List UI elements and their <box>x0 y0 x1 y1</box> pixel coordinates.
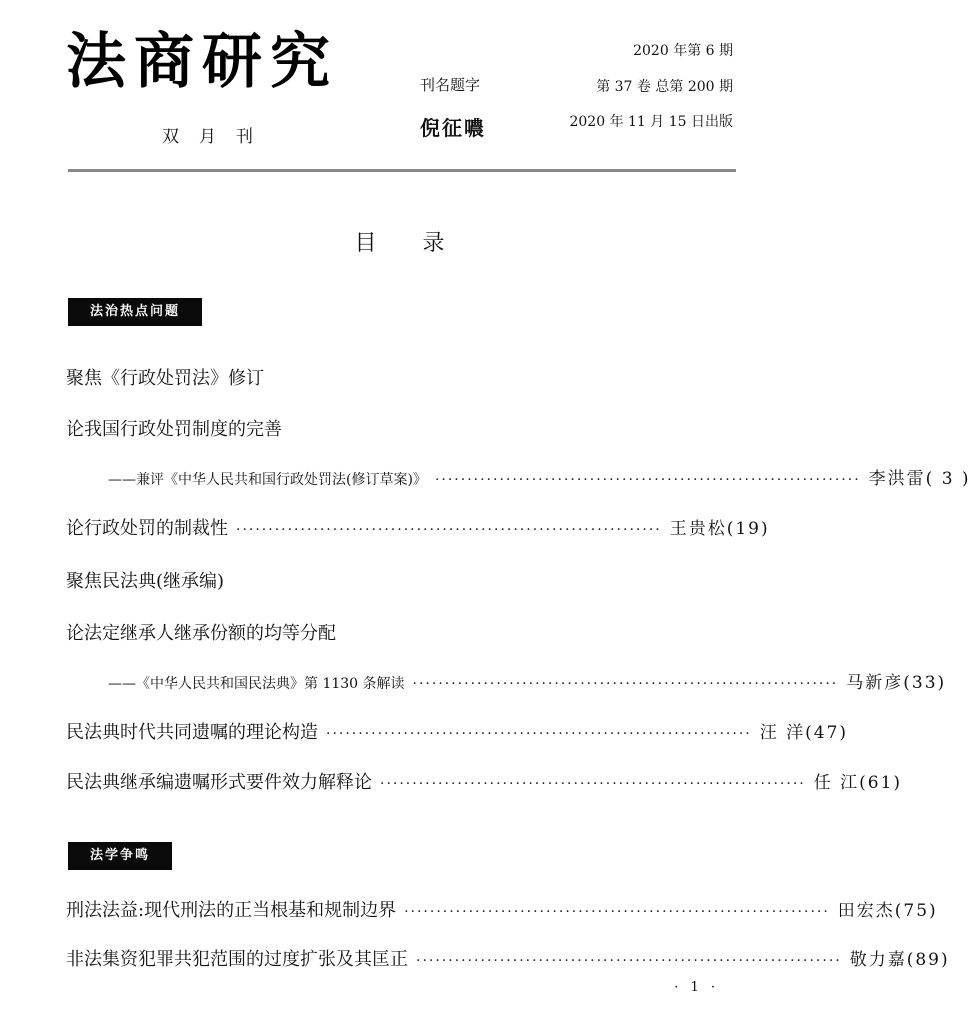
toc-entry-author: 马新彦(33) <box>846 673 947 693</box>
toc-entry-title: 非法集资犯罪共犯范围的过度扩张及其匡正 <box>66 949 408 970</box>
toc-entry[interactable] <box>108 671 947 696</box>
toc-entry-author: 李洪雷( 3 ) <box>868 469 971 489</box>
toc-entry-author: 王贵松(19) <box>669 519 770 539</box>
toc-entry-title: 民法典继承编遗嘱形式要件效力解释论 <box>66 772 372 793</box>
focus-heading-civil-code: 聚焦民法典(继承编) <box>66 571 225 592</box>
toc-entry-subtitle: ——兼评《中华人民共和国行政处罚法(修订草案)》 <box>108 472 427 488</box>
toc-entry-author: 敬力嘉(89) <box>849 950 950 970</box>
leader-dots: ·································································· <box>326 726 752 742</box>
toc-entry[interactable] <box>66 771 903 796</box>
section-tag-hot-topics: 法治热点问题 <box>68 298 202 326</box>
header-divider <box>68 169 736 172</box>
publication-date: 2020 年 11 月 15 日出版 <box>569 114 733 130</box>
toc-entry[interactable] <box>66 948 950 973</box>
toc-entry[interactable] <box>66 899 938 924</box>
journal-frequency: 双月刊 <box>162 127 273 147</box>
leader-dots: ·································································· <box>404 904 830 920</box>
toc-entry-author: 田宏杰(75) <box>837 901 938 921</box>
toc-title: 目录 <box>354 231 491 256</box>
toc-entry-title: 刑法法益:现代刑法的正当根基和规制边界 <box>66 900 397 921</box>
journal-title: 法商研究 <box>66 27 338 97</box>
toc-entry[interactable] <box>66 517 770 542</box>
issue-number: 2020 年第 6 期 <box>633 43 733 59</box>
toc-entry-title[interactable]: 论法定继承人继承份额的均等分配 <box>66 623 336 644</box>
toc-entry-author: 任 江(61) <box>813 773 903 793</box>
section-tag-debate: 法学争鸣 <box>68 842 172 870</box>
volume-number: 第 37 卷 总第 200 期 <box>596 79 733 95</box>
toc-entry-title: 民法典时代共同遗嘱的理论构造 <box>66 722 318 743</box>
page-number: · 1 · <box>674 980 719 995</box>
focus-heading-admin-penalty: 聚焦《行政处罚法》修订 <box>66 368 264 389</box>
leader-dots: ·································································· <box>412 676 839 692</box>
toc-entry-title: 论行政处罚的制裁性 <box>66 518 228 539</box>
toc-entry[interactable] <box>66 721 849 746</box>
toc-entry-title[interactable]: 论我国行政处罚制度的完善 <box>66 419 282 440</box>
leader-dots: ·································································· <box>434 472 861 488</box>
toc-entry-subtitle: ——《中华人民共和国民法典》第 1130 条解读 <box>108 676 405 692</box>
toc-entry-author: 汪 洋(47) <box>759 723 849 743</box>
title-calligraphy-caption: 刊名题字 <box>420 76 481 94</box>
leader-dots: ·································································· <box>236 522 662 538</box>
toc-entry[interactable] <box>108 467 971 492</box>
leader-dots: ·································································· <box>380 776 806 792</box>
leader-dots: ·································································· <box>416 953 842 969</box>
calligrapher-name: 倪征噥 <box>420 116 486 140</box>
